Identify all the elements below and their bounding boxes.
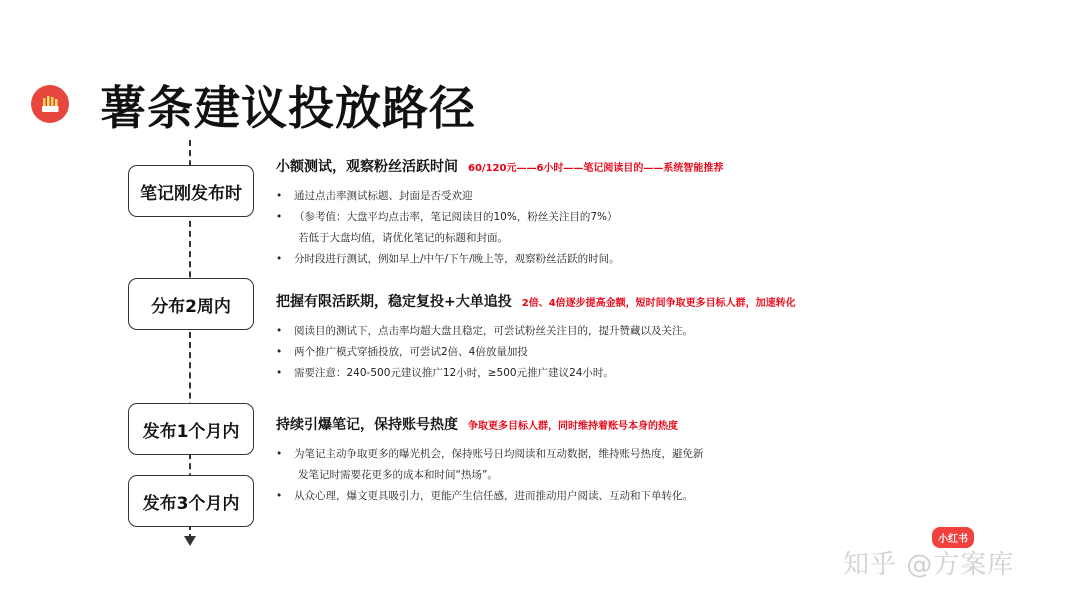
stage-section-1: [276, 156, 723, 270]
list-item-continuation: 发笔记时需要花更多的成本和时间“热场”。: [298, 469, 498, 481]
section-title: 小额测试，观察粉丝活跃时间: [276, 159, 458, 175]
section-highlight-note: 60/120元——6小时——笔记阅读目的——系统智能推荐: [468, 163, 724, 174]
list-item: • 阅读目的测试下，点击率均超大盘且稳定，可尝试粉丝关注目的，提升赞藏以及关注。: [276, 325, 693, 337]
section-title: 把握有限活跃期，稳定复投+大单追投: [276, 294, 512, 310]
stage-section-3: [276, 414, 704, 507]
stage-label-3-months: 发布3个月内: [128, 475, 254, 527]
stage-label-1-month: 发布1个月内: [128, 403, 254, 455]
list-item: • 从众心理，爆文更具吸引力，更能产生信任感，进而推动用户阅读、互动和下单转化。: [276, 490, 693, 502]
section-highlight-note: 2倍、4倍逐步提高金额，短时间争取更多目标人群，加速转化: [521, 298, 796, 309]
list-item: • 通过点击率测试标题、封面是否受欢迎: [276, 190, 473, 202]
stage-label-just-published: 笔记刚发布时: [128, 165, 254, 217]
stage-section-2: [276, 291, 796, 384]
timeline-arrow-icon: [184, 536, 196, 546]
list-item: • （参考值：大盘平均点击率，笔记阅读目的10%，粉丝关注目的7%）: [276, 211, 618, 223]
stage-label-2-weeks: 分布2周内: [128, 278, 254, 330]
list-item: • 分时段进行测试，例如早上/中午/下午/晚上等，观察粉丝活跃的时间。: [276, 253, 620, 265]
list-item: • 两个推广模式穿插投放，可尝试2倍、4倍放量加投: [276, 346, 528, 358]
section-title: 持续引爆笔记，保持账号热度: [276, 417, 458, 433]
list-item: • 为笔记主动争取更多的曝光机会，保持账号日均阅读和互动数据，维持账号热度，避免新: [276, 448, 704, 460]
section-highlight-note: 争取更多目标人群，同时维持着账号本身的热度: [468, 421, 678, 432]
list-item-continuation: 若低于大盘均值，请优化笔记的标题和封面。: [298, 232, 508, 244]
page-title: 薯条建议投放路径: [100, 81, 476, 135]
list-item: • 需要注意：240-500元建议推广12小时，≥500元推广建议24小时。: [276, 367, 614, 379]
watermark: 知乎 @方案库: [843, 550, 1015, 580]
crown-icon: [38, 92, 62, 116]
xiaohongshu-badge: 小红书: [932, 527, 974, 548]
brand-logo: [31, 85, 69, 123]
